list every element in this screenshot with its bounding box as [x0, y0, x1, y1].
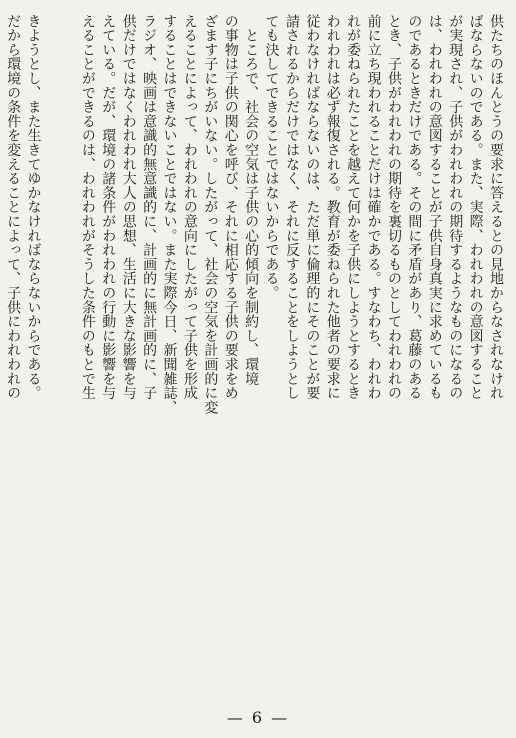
- text-line: が実現され、子供がわれわれの期待するようなものになるの: [447, 14, 464, 401]
- text-line: ても決してできることではないからである。: [263, 14, 280, 300]
- text-line: とき、子供がわれわれの期待を裏切るものとしてわれわれの: [385, 14, 402, 401]
- text-line: えることができるのは、われわれがそうした条件のもとで生: [79, 14, 96, 401]
- text-line: ばならないのである。また、実際、われわれの意図すること: [467, 14, 484, 401]
- text-line: れが委ねられたことを越えて何かを子供にしようとするとき: [345, 14, 362, 401]
- text-line: きようとし、また生きてゆかなければならないからである。: [25, 14, 42, 401]
- text-line: えている。だが、環境の諸条件がわれわれの行動に影響を与: [100, 14, 117, 401]
- text-line: 供だけではなくわれわれ大人の思想、生活に大きな影響を与: [120, 14, 137, 401]
- text-line: [0, 14, 3, 702]
- text-line: ラジオ、映画は意識的無意識的に、計画的に無計画的に、子: [141, 14, 158, 401]
- text-line: のであるときだけである。その間に矛盾があり、葛藤のある: [406, 14, 423, 401]
- page-number: — 6 —: [226, 708, 290, 727]
- text-line: 請されるからだけではなく、それに反することをしようとし: [283, 14, 300, 401]
- text-line: えることによって、われわれの意向にしたがって子供を形成: [181, 14, 198, 401]
- body-text: [5, 14, 506, 702]
- text-line: ざます子にちがいない。したがって、社会の空気を計画的に変: [202, 14, 219, 415]
- text-line: だから環境の条件を変えることによって、子供にわれわれの: [5, 14, 22, 401]
- text-line: 前に立ち現われることだけは確かである。すなわち、われわ: [365, 14, 382, 401]
- text-line: 従わなければならないのは、ただ単に倫理的にそのことが要: [304, 14, 321, 401]
- text-line: の事物は子供の関心を呼び、それに相応する子供の要求をめ: [222, 14, 239, 401]
- text-line: は、われわれの意図することが子供自身真実に求めているも: [426, 14, 443, 401]
- text-line: することはできないことではない。また実際今日、新聞雑誌、: [161, 14, 178, 415]
- text-line: ところで、社会の空気は子供の心的傾向を制約し、環境: [243, 14, 260, 386]
- text-line: われわれは必ず報復される。教育が委ねられた他者の要求に: [324, 14, 341, 401]
- text-line: 供たちのほんとうの要求に答えるとの見地からなされなけれ: [488, 14, 504, 401]
- column-gap: [43, 14, 77, 702]
